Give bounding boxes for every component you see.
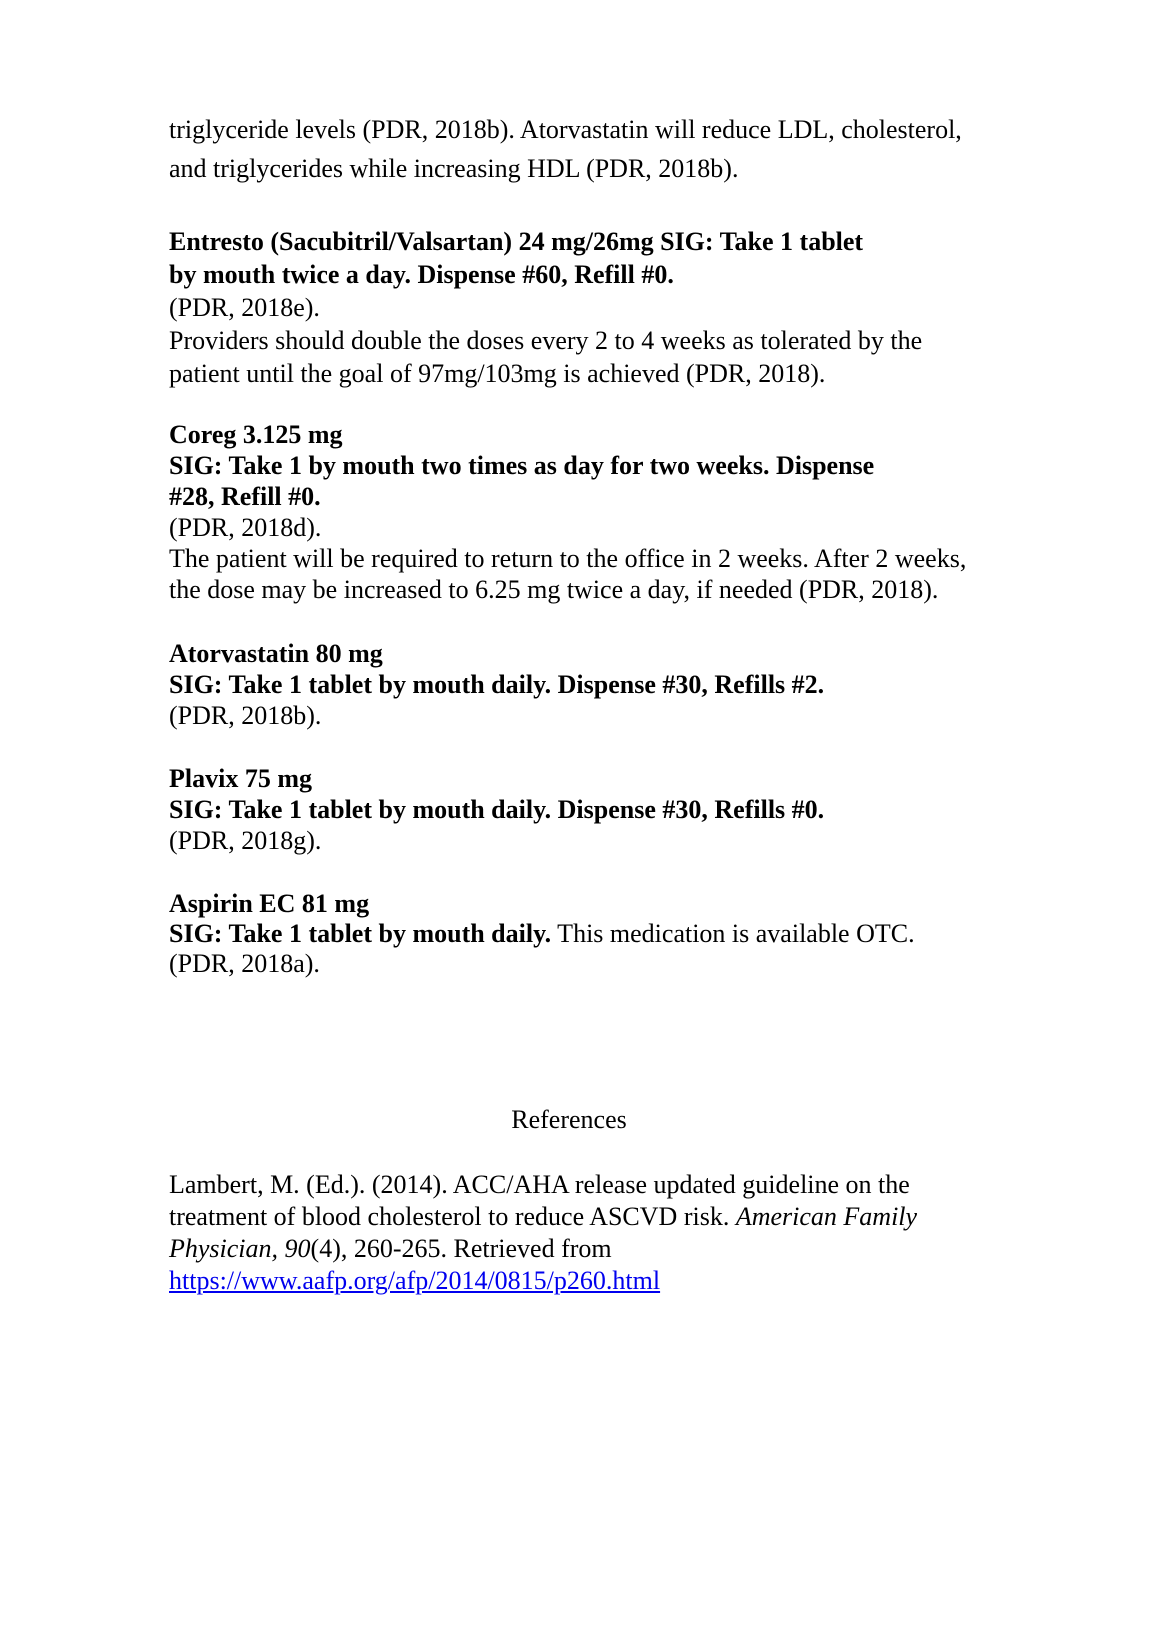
medication-heading-line: Aspirin EC 81 mg [169,889,370,918]
text-line: triglyceride levels (PDR, 2018b). Atorvastatin will reduce LDL, cholesterol, [169,115,962,144]
reference-line: Lambert, M. (Ed.). (2014). ACC/AHA release updated guideline on the [169,1170,910,1199]
medication-heading-line: Entresto (Sacubitril/Valsartan) 24 mg/26mg SIG: Take 1 tablet [169,227,864,256]
medication-heading-line: Plavix 75 mg [169,764,312,793]
medication-block-atorvastatin [169,638,999,731]
reference-regular-text: treatment of blood cholesterol to reduce ASCVD risk. [169,1202,736,1231]
references-title: References [511,1105,627,1134]
sig-bold-text: SIG: Take 1 tablet by mouth daily. [169,919,552,948]
medication-block-entresto [169,225,999,390]
text-line: Providers should double the doses every 2 to 4 weeks as tolerated by the [169,326,923,355]
citation-line: (PDR, 2018b). [169,701,322,730]
medication-heading-line: SIG: Take 1 tablet by mouth daily. Dispense #30, Refills #0. [169,795,825,824]
medication-block-aspirin [169,889,999,979]
references-section [169,1104,969,1135]
intro-paragraph [169,110,999,188]
reference-link[interactable]: https://www.aafp.org/afp/2014/0815/p260.html [169,1266,661,1295]
citation-line: (PDR, 2018g). [169,826,322,855]
medication-heading-line: SIG: Take 1 tablet by mouth daily. Dispense #30, Refills #2. [169,670,825,699]
medication-heading-line: #28, Refill #0. [169,482,321,511]
reference-italic-text: Physician, 90 [169,1234,311,1263]
reference-italic-text: American Family [735,1202,918,1231]
sig-regular-text: This medication is available OTC. [551,919,915,948]
medication-sig-line [169,919,999,949]
reference-line [169,1201,999,1233]
text-line: The patient will be required to return to the office in 2 weeks. After 2 weeks, [169,544,967,573]
text-line: and triglycerides while increasing HDL (PDR, 2018b). [169,154,739,183]
citation-line: (PDR, 2018e). [169,293,320,322]
text-line: the dose may be increased to 6.25 mg twice a day, if needed (PDR, 2018). [169,575,939,604]
reference-line [169,1265,999,1297]
reference-line [169,1233,999,1265]
reference-regular-text: (4), 260-265. Retrieved from [310,1234,612,1263]
medication-heading-line: by mouth twice a day. Dispense #60, Refill #0. [169,260,674,289]
medication-block-coreg [169,419,999,605]
reference-entry [169,1169,999,1297]
medication-heading-line: SIG: Take 1 by mouth two times as day for two weeks. Dispense [169,451,875,480]
citation-line: (PDR, 2018a). [169,949,320,978]
medication-heading-line: Coreg 3.125 mg [169,420,343,449]
text-line: patient until the goal of 97mg/103mg is achieved (PDR, 2018). [169,359,826,388]
citation-line: (PDR, 2018d). [169,513,322,542]
medication-block-plavix [169,763,999,856]
medication-heading-line: Atorvastatin 80 mg [169,639,383,668]
